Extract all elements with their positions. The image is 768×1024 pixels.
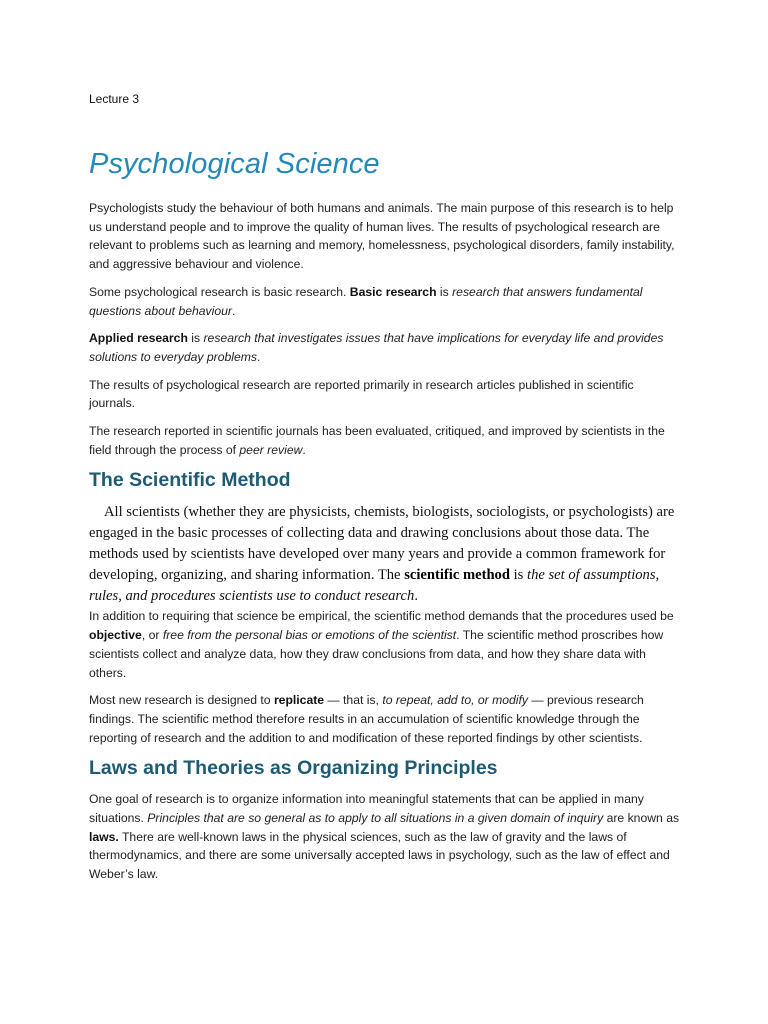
text-run: One goal of research is to organize information into meaningful statements that can be applied in many situations. xyxy=(89,792,644,826)
applied-research-paragraph xyxy=(89,329,681,366)
text-run: is xyxy=(187,331,204,346)
text-run: All scientists (whether they are physicists, chemists, biologists, sociologists, or psychologists) are engaged in the basic processes of collecting data and drawing conclusions about those data. The methods used by scientists have developed over many years and provide a common framework for developing, organizing, and sharing information. The xyxy=(89,504,675,583)
term-laws: laws. xyxy=(89,829,119,844)
basic-research-paragraph xyxy=(89,283,681,320)
text-run: . xyxy=(302,442,306,457)
intro-paragraph: Psychologists study the behaviour of both humans and animals. The main purpose of this research is to help us understand people and to improve the quality of human lives. The results of psychological research are relevant to problems such as learning and memory, homelessness, psychological disorders, family instability, and aggressive behaviour and violence. xyxy=(89,201,675,272)
term-scientific-method: scientific method xyxy=(404,566,510,583)
scientific-method-serif-paragraph xyxy=(89,502,681,606)
term-applied-research: Applied research xyxy=(89,331,188,346)
definition-basic-research: research that answers fundamental questions about behaviour xyxy=(89,284,643,318)
text-run: . The scientific method proscribes how scientists collect and analyze data, how they draw conclusions from data, and how they share data with others. xyxy=(89,628,664,680)
text-run: . xyxy=(231,303,236,318)
heading-scientific-method: The Scientific Method xyxy=(89,469,291,492)
replicate-paragraph xyxy=(89,691,681,747)
text-run: — previous research findings. The scientific method therefore results in an accumulation of scientific knowledge through the reporting of research and the addition to and modification of these reported findings by other scientists. xyxy=(89,693,644,745)
text-run: . xyxy=(414,587,418,604)
definition-scientific-method: the set of assumptions, rules, and procedures scientists use to conduct research xyxy=(89,566,660,604)
laws-paragraph xyxy=(89,790,681,884)
page-title: Psychological Science xyxy=(89,148,380,180)
text-run: The research reported in scientific journals has been evaluated, critiqued, and improved by scientists in the field through the process of xyxy=(89,424,665,457)
text-run: . xyxy=(257,349,261,364)
lecture-label: Lecture 3 xyxy=(89,92,140,106)
text-run: is xyxy=(509,566,528,583)
peer-review-paragraph xyxy=(89,422,681,459)
text-run: There are well-known laws in the physical sciences, such as the law of gravity and the laws of thermodynamics, and there are some universally accepted laws in psychology, such as the law of effect and Weber’s law. xyxy=(89,829,670,882)
document-body xyxy=(89,199,681,893)
term-replicate: replicate xyxy=(273,693,325,708)
term-peer-review: peer review xyxy=(239,442,303,457)
definition-laws: Principles that are so general as to apply to all situations in a given domain of inquiry xyxy=(147,811,604,826)
text-run: is xyxy=(436,284,453,299)
definition-objective: free from the personal bias or emotions of the scientist xyxy=(162,628,457,643)
objective-paragraph xyxy=(89,607,681,682)
term-objective: objective xyxy=(89,628,142,643)
definition-applied-research: research that investigates issues that have implications for everyday life and provides solutions to everyday problems xyxy=(89,331,664,364)
journals-paragraph: The results of psychological research are reported primarily in research articles published in scientific journals. xyxy=(89,377,634,411)
text-run: , or xyxy=(141,628,163,643)
text-run: — that is, xyxy=(324,693,383,708)
heading-laws-theories: Laws and Theories as Organizing Principles xyxy=(89,757,498,780)
text-run: Some psychological research is basic research. xyxy=(89,284,350,299)
text-run: In addition to requiring that science be empirical, the scientific method demands that the procedures used be xyxy=(89,609,674,624)
text-run: are known as xyxy=(603,811,680,826)
text-run: Most new research is designed to xyxy=(89,693,274,708)
definition-replicate: to repeat, add to, or modify xyxy=(382,693,528,708)
term-basic-research: Basic research xyxy=(349,284,437,299)
